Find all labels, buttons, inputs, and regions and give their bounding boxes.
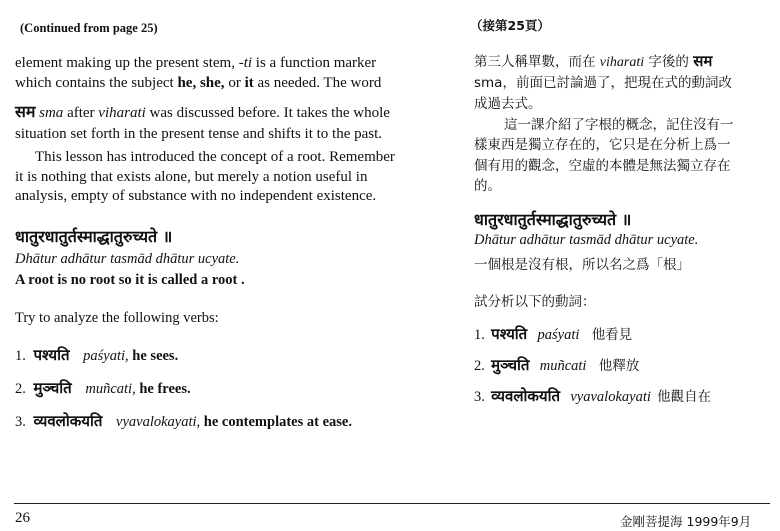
right-line-4: 這一課介紹了字根的概念，記住沒有一	[504, 117, 734, 133]
verse-english: A root is no root so it is called a root .	[15, 272, 245, 288]
verb-transliteration: vyavalokayati,	[116, 414, 201, 430]
verb-meaning: 他觀自在	[657, 389, 712, 405]
text: 字後的	[644, 54, 694, 70]
text: as needed. The word	[253, 75, 382, 91]
verb-meaning: he frees.	[139, 381, 191, 397]
text-viharati: viharati	[98, 105, 146, 121]
verb-number: 3.	[15, 414, 26, 430]
verb-transliteration: paśyati	[537, 327, 580, 343]
verb-devanagari: पश्यति	[33, 346, 70, 364]
verb-devanagari: व्यवलोकयति	[33, 412, 103, 430]
body-line-7: analysis, empty of substance with no independent existence.	[15, 188, 377, 204]
footer-publication	[620, 512, 751, 530]
verb-devanagari: पश्यति	[491, 325, 528, 343]
right-verse-transliteration: Dhātur adhātur tasmād dhātur ucyate.	[474, 232, 699, 248]
continued-note: (Continued from page 25)	[20, 21, 158, 35]
body-line-4: situation set forth in the present tense and shifts it to the past.	[15, 126, 383, 142]
right-line-5: 樣東西是獨立存在的，它只是在分析上爲一	[474, 137, 731, 153]
verse-transliteration: Dhātur adhātur tasmād dhātur ucyate.	[15, 251, 240, 267]
footer-rule	[14, 503, 770, 504]
right-try-heading: 試分析以下的動詞：	[474, 294, 596, 310]
devanagari-sma: सम	[693, 52, 713, 70]
right-verb-item-2	[474, 354, 639, 375]
verb-meaning: he contemplates at ease.	[203, 414, 352, 430]
verb-devanagari: मुञ्चति	[491, 356, 530, 374]
text-it: it	[240, 75, 254, 91]
right-line-6: 個有用的觀念，空虛的本體是無法獨立存在	[474, 158, 731, 174]
text-sma: sma	[39, 105, 64, 121]
verb-transliteration: paśyati,	[83, 348, 129, 364]
verb-item-1	[15, 345, 178, 365]
right-verb-item-1	[474, 323, 632, 344]
verb-number: 2.	[15, 381, 26, 397]
right-line-2: sma，前面已討論過了，把現在式的動詞改	[474, 75, 732, 91]
verse-devanagari: धातुरधातुर्तस्माद्धातुरुच्यते ॥	[15, 227, 173, 246]
right-header: （接第25頁）	[470, 18, 550, 33]
verb-meaning: he sees.	[132, 348, 179, 364]
verb-item-2	[15, 378, 191, 398]
right-line-3: 成過去式。	[474, 96, 542, 112]
right-line-7: 的。	[474, 178, 501, 194]
body-line-2	[15, 73, 381, 93]
verb-devanagari: मुञ्चति	[33, 379, 72, 397]
verb-transliteration: muñcati,	[85, 381, 136, 397]
text: or	[224, 75, 241, 91]
verb-number: 3.	[474, 389, 485, 405]
text-he: he,	[177, 75, 197, 91]
right-line-1	[474, 50, 712, 71]
verb-meaning: 他看見	[591, 327, 633, 343]
text: element making up the present stem,	[15, 55, 239, 71]
right-verse-chinese: 一個根是沒有根，所以名之爲「根」	[474, 257, 690, 273]
verb-devanagari: व्यवलोकयति	[491, 387, 561, 405]
verb-number: 2.	[474, 358, 485, 374]
verb-number: 1.	[474, 327, 485, 343]
text-viharati: viharati	[599, 55, 645, 70]
verb-meaning: 他釋放	[598, 358, 640, 374]
text-ti: -ti	[238, 55, 253, 71]
body-line-6: it is nothing that exists alone, but merely a notion useful in	[15, 169, 368, 185]
right-verse-devanagari: धातुरधातुर्तस्माद्धातुरुच्यते ॥	[474, 210, 632, 229]
text: after	[63, 105, 99, 121]
devanagari-sma: सम	[15, 102, 36, 121]
body-line-5: This lesson has introduced the concept of a root. Remember	[35, 149, 395, 165]
verb-transliteration: vyavalokayati	[570, 389, 651, 405]
publication-name: 金剛菩提海	[620, 514, 683, 529]
text: 第三人稱單數，而在	[474, 54, 600, 70]
text: which contains the subject	[15, 75, 178, 91]
publication-date: 1999年9月	[686, 514, 752, 529]
body-line-1	[15, 53, 376, 73]
text: was discussed before. It takes the whole	[145, 105, 390, 121]
page-number: 26	[15, 510, 30, 526]
verb-item-3	[15, 411, 352, 431]
right-verb-item-3	[474, 385, 711, 406]
text-she: she,	[196, 75, 225, 91]
verb-number: 1.	[15, 348, 26, 364]
text: is a function marker	[252, 55, 377, 71]
body-line-3	[15, 102, 390, 123]
verb-transliteration: muñcati	[539, 358, 587, 374]
try-heading: Try to analyze the following verbs:	[15, 310, 219, 326]
